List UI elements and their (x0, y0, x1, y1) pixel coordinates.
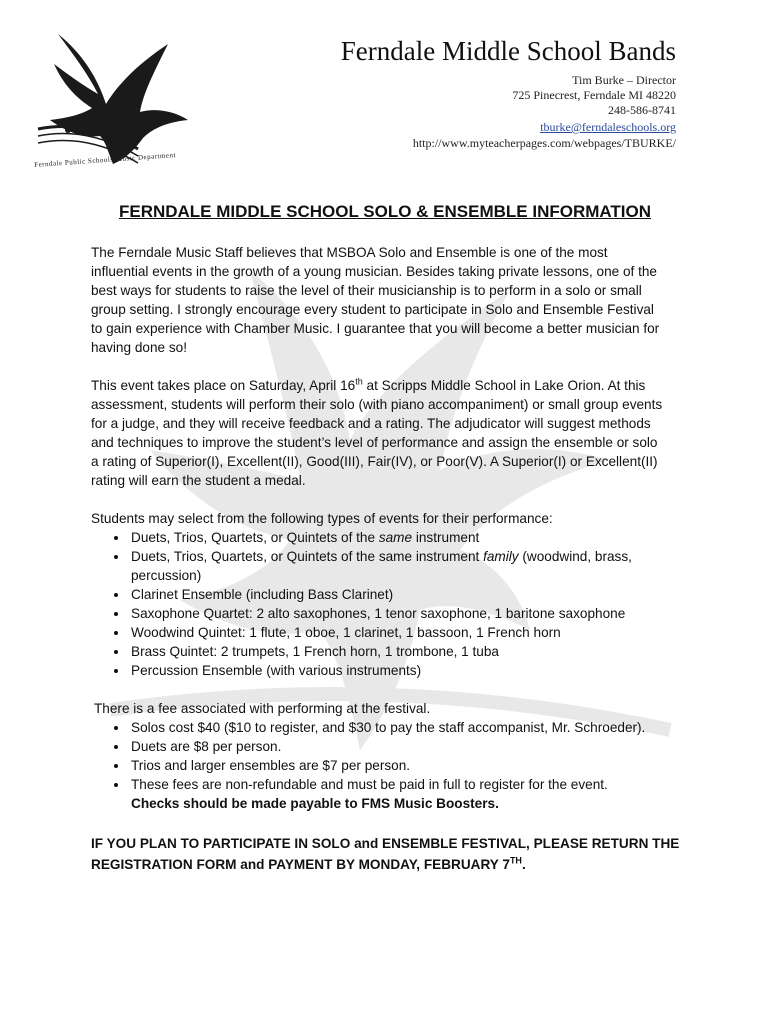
list-item: • Saxophone Quartet: 2 alto saxophones, 1 tenor saxophone, 1 baritone saxophone (129, 604, 665, 623)
email-link[interactable]: tburke@ferndaleschools.org (540, 120, 676, 134)
list-item: • Brass Quintet: 2 trumpets, 1 French horn, 1 trombone, 1 tuba (129, 642, 665, 661)
list-item: • Duets, Trios, Quartets, or Quintets of the same instrument family (woodwind, brass, percussion) (129, 547, 665, 585)
school-name: Ferndale Middle School Bands (340, 36, 676, 66)
list-item: • Percussion Ensemble (with various instruments) (129, 661, 665, 680)
director-line: Tim Burke – Director (572, 73, 676, 87)
letterhead (341, 36, 676, 151)
intro-paragraph: The Ferndale Music Staff believes that MSBOA Solo and Ensemble is one of the most influential events in the growth of a young musician. Besides taking private lessons, one of the best ways for students to raise the level of their musicianship is to perform in a solo or small group setting. I strongly encourage every student to participate in Solo and Ensemble Festival to gain experience with Chamber Music. I guarantee that you will become a better musician for having done so! (91, 245, 660, 355)
document-title: FERNDALE MIDDLE SCHOOL SOLO & ENSEMBLE INFORMATION (118, 202, 652, 221)
list-item: • These fees are non-refundable and must be paid in full to register for the event. Checks should be made payable to FMS Music Boosters. (129, 775, 665, 813)
list-item: • Solos cost $40 ($10 to register, and $30 to pay the staff accompanist, Mr. Schroeder). (129, 718, 665, 737)
list-item: • Woodwind Quintet: 1 flute, 1 oboe, 1 clarinet, 1 bassoon, 1 French horn (129, 623, 665, 642)
final-notice: IF YOU PLAN TO PARTICIPATE IN SOLO and ENSEMBLE FESTIVAL, PLEASE RETURN THE REGISTRATION FORM and PAYMENT BY MONDAY, FEBRUARY 7TH. (91, 836, 680, 872)
document-body (91, 243, 665, 832)
website-line[interactable]: http://www.myteacherpages.com/webpages/TBURKE/ (412, 136, 676, 150)
fees-list (91, 718, 665, 813)
list-item: • Trios and larger ensembles are $7 per person. (129, 756, 665, 775)
fees-intro: There is a fee associated with performing at the festival. (94, 701, 431, 716)
phone-line: 248-586-8741 (608, 103, 676, 117)
list-item: • Duets, Trios, Quartets, or Quintets of the same instrument (129, 528, 665, 547)
address-line: 725 Pinecrest, Ferndale MI 48220 (512, 88, 676, 102)
list-item: • Clarinet Ensemble (including Bass Clarinet) (129, 585, 665, 604)
logo-caption: Ferndale Public Schools Music Department (33, 151, 177, 169)
events-list (91, 528, 665, 680)
list-item: • Duets are $8 per person. (129, 737, 665, 756)
event-paragraph: This event takes place on Saturday, April 16th at Scripps Middle School in Lake Orion. At this assessment, students will perform their solo (with piano accompaniment) or small group events for a judge, and they will receive feedback and a rating. The adjudicator will suggest methods and techniques to improve the student’s level of performance and assign the ensemble or solo a rating of Superior(I), Excellent(II), Good(III), Fair(IV), or Poor(V). A Superior(I) or Excellent(II) rating will earn the student a medal. (91, 376, 663, 488)
events-intro: Students may select from the following types of events for their performance: (91, 511, 553, 526)
checks-payable-note: Checks should be made payable to FMS Music Boosters. (131, 796, 499, 811)
